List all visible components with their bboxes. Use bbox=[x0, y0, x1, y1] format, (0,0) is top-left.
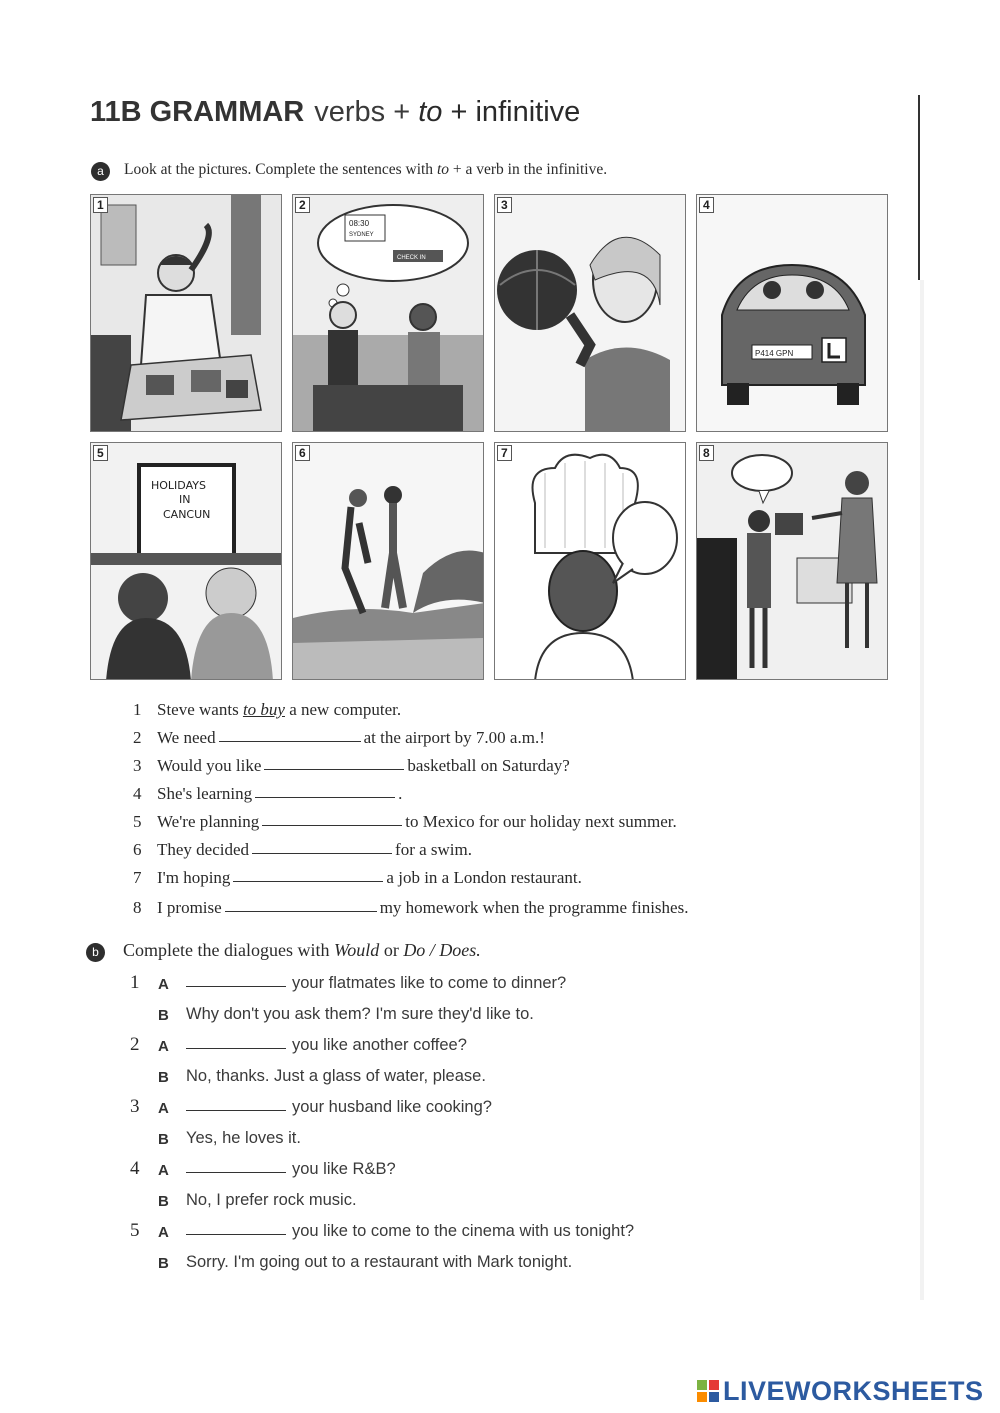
instruction-text: Complete the dialogues with bbox=[123, 940, 330, 960]
picture-number: 3 bbox=[497, 197, 512, 213]
sign-time: 08:30 bbox=[349, 219, 370, 228]
answer-blank[interactable] bbox=[186, 1233, 286, 1235]
car-with-learner-plate-illustration bbox=[697, 195, 888, 432]
screen-text-3: CANCUN bbox=[163, 508, 211, 521]
woman-with-basketball-illustration bbox=[495, 195, 686, 432]
picture-8 bbox=[696, 442, 888, 680]
line-text: your flatmates like to come to dinner? bbox=[292, 974, 567, 992]
picture-6 bbox=[292, 442, 484, 680]
speaker-a: A bbox=[158, 1224, 169, 1241]
answer-blank[interactable] bbox=[186, 1047, 286, 1049]
sentence-5 bbox=[133, 812, 677, 832]
subtitle-part-1: verbs + bbox=[314, 96, 411, 128]
sentence-text: We're planning bbox=[157, 812, 260, 831]
dialogue-number: 1 bbox=[130, 972, 140, 993]
dialogue-line-a bbox=[186, 1036, 467, 1055]
speaker-a: A bbox=[158, 1162, 169, 1179]
dialogue-line-b: No, thanks. Just a glass of water, please. bbox=[186, 1067, 486, 1085]
sentence-text: for a swim. bbox=[395, 840, 473, 859]
sentence-6 bbox=[133, 840, 472, 860]
answer-blank[interactable] bbox=[264, 768, 404, 770]
sentence-text: . bbox=[398, 784, 403, 803]
answer-blank[interactable] bbox=[252, 852, 392, 854]
answer-blank[interactable] bbox=[186, 1109, 286, 1111]
picture-number: 4 bbox=[699, 197, 714, 213]
speaker-b: B bbox=[158, 1069, 169, 1086]
dialogue-line-b: Yes, he loves it. bbox=[186, 1129, 301, 1147]
speaker-b: B bbox=[158, 1007, 169, 1024]
couple-in-car-illustration bbox=[293, 195, 484, 432]
speaker-b: B bbox=[158, 1131, 169, 1148]
sentence-text: a job in a London restaurant. bbox=[386, 868, 582, 887]
dialogue-line-a bbox=[186, 1098, 492, 1117]
sentence-text: Would you like bbox=[157, 756, 262, 775]
lesson-topic: GRAMMAR bbox=[149, 96, 305, 128]
sentence-text: I'm hoping bbox=[157, 868, 231, 887]
instruction-do-does: Do / Does. bbox=[403, 940, 481, 960]
answer-blank[interactable] bbox=[255, 796, 395, 798]
exercise-a-badge: a bbox=[91, 162, 110, 181]
instruction-to: to bbox=[436, 161, 449, 178]
sentence-text: to Mexico for our holiday next summer. bbox=[405, 812, 677, 831]
speaker-b: B bbox=[158, 1193, 169, 1210]
sentence-4 bbox=[133, 784, 402, 804]
sentence-number: 8 bbox=[133, 898, 142, 917]
instruction-or: or bbox=[383, 940, 399, 960]
dialogue-line-a bbox=[186, 1160, 396, 1179]
man-with-magazines-illustration bbox=[91, 195, 282, 432]
screen-text-2: IN bbox=[179, 493, 191, 506]
answer-blank[interactable] bbox=[262, 824, 402, 826]
sentence-number: 1 bbox=[133, 700, 142, 719]
sentence-text: She's learning bbox=[157, 784, 253, 803]
dialogue-number: 3 bbox=[130, 1096, 140, 1117]
office-scene-illustration bbox=[697, 443, 888, 680]
sentence-text: I promise bbox=[157, 898, 222, 917]
line-text: you like to come to the cinema with us tonight? bbox=[292, 1222, 635, 1240]
line-text: your husband like cooking? bbox=[292, 1098, 492, 1116]
margin-shadow bbox=[920, 280, 924, 1300]
line-text: you like R&B? bbox=[292, 1160, 396, 1178]
sentence-8 bbox=[133, 898, 688, 918]
sentence-text: basketball on Saturday? bbox=[407, 756, 570, 775]
logo-mark-icon bbox=[697, 1380, 719, 1402]
answer-blank[interactable] bbox=[219, 740, 361, 742]
exercise-a-instruction bbox=[124, 161, 607, 179]
picture-7 bbox=[494, 442, 686, 680]
answer-blank[interactable] bbox=[233, 880, 383, 882]
exercise-b-instruction bbox=[123, 940, 481, 961]
answer-blank[interactable] bbox=[225, 910, 377, 912]
sentence-text: my homework when the programme finishes. bbox=[379, 898, 689, 917]
subtitle-to: to bbox=[418, 96, 443, 128]
sign-desk: CHECK IN bbox=[397, 255, 426, 261]
chef-illustration bbox=[495, 443, 686, 680]
picture-3 bbox=[494, 194, 686, 432]
subtitle-part-2: + infinitive bbox=[450, 96, 581, 128]
sentence-1 bbox=[133, 700, 401, 720]
picture-number: 6 bbox=[295, 445, 310, 461]
picture-5 bbox=[90, 442, 282, 680]
speaker-b: B bbox=[158, 1255, 169, 1272]
picture-number: 5 bbox=[93, 445, 108, 461]
sentence-text: We need bbox=[157, 728, 216, 747]
picture-number: 8 bbox=[699, 445, 714, 461]
speaker-a: A bbox=[158, 1038, 169, 1055]
example-answer: to buy bbox=[242, 700, 285, 719]
sentence-number: 5 bbox=[133, 812, 142, 831]
line-text: you like another coffee? bbox=[292, 1036, 467, 1054]
sentence-number: 7 bbox=[133, 868, 142, 887]
screen-text-1: HOLIDAYS bbox=[151, 479, 206, 492]
sentence-text: Steve wants bbox=[157, 700, 239, 719]
instruction-text-2: + a verb in the infinitive. bbox=[452, 161, 608, 178]
picture-2 bbox=[292, 194, 484, 432]
dialogue-line-b: Why don't you ask them? I'm sure they'd like to. bbox=[186, 1005, 534, 1023]
sentence-number: 6 bbox=[133, 840, 142, 859]
sentence-text: They decided bbox=[157, 840, 250, 859]
sentence-number: 4 bbox=[133, 784, 142, 803]
exercise-b-badge: b bbox=[86, 943, 105, 962]
sentence-number: 2 bbox=[133, 728, 142, 747]
dialogue-number: 5 bbox=[130, 1220, 140, 1241]
sentence-number: 3 bbox=[133, 756, 142, 775]
sentence-text: a new computer. bbox=[289, 700, 402, 719]
dialogue-line-a bbox=[186, 1222, 634, 1241]
page-title bbox=[90, 96, 580, 129]
couple-by-lake-illustration bbox=[293, 443, 484, 680]
dialogue-line-b: Sorry. I'm going out to a restaurant with Mark tonight. bbox=[186, 1253, 573, 1271]
sentence-3 bbox=[133, 756, 570, 776]
speaker-a: A bbox=[158, 1100, 169, 1117]
dialogue-number: 2 bbox=[130, 1034, 140, 1055]
picture-number: 2 bbox=[295, 197, 310, 213]
sign-place: SYDNEY bbox=[349, 232, 374, 238]
sentence-2 bbox=[133, 728, 545, 748]
picture-number: 7 bbox=[497, 445, 512, 461]
speaker-a: A bbox=[158, 976, 169, 993]
picture-number: 1 bbox=[93, 197, 108, 213]
picture-4 bbox=[696, 194, 888, 432]
dialogue-line-b: No, I prefer rock music. bbox=[186, 1191, 357, 1209]
plate-text: P414 GPN bbox=[755, 349, 794, 358]
answer-blank[interactable] bbox=[186, 1171, 286, 1173]
couple-at-computer-illustration bbox=[91, 443, 282, 680]
dialogue-number: 4 bbox=[130, 1158, 140, 1179]
sentence-text: at the airport by 7.00 a.m.! bbox=[363, 728, 545, 747]
margin-rule bbox=[918, 95, 920, 280]
answer-blank[interactable] bbox=[186, 985, 286, 987]
picture-1 bbox=[90, 194, 282, 432]
sentence-7 bbox=[133, 868, 582, 888]
brand-name: LIVEWORKSHEETS bbox=[723, 1376, 984, 1406]
instruction-would: Would bbox=[333, 940, 380, 960]
lesson-code: 11B bbox=[90, 96, 142, 128]
dialogue-line-a bbox=[186, 974, 566, 993]
instruction-text-1: Look at the pictures. Complete the sentences with bbox=[124, 161, 434, 178]
